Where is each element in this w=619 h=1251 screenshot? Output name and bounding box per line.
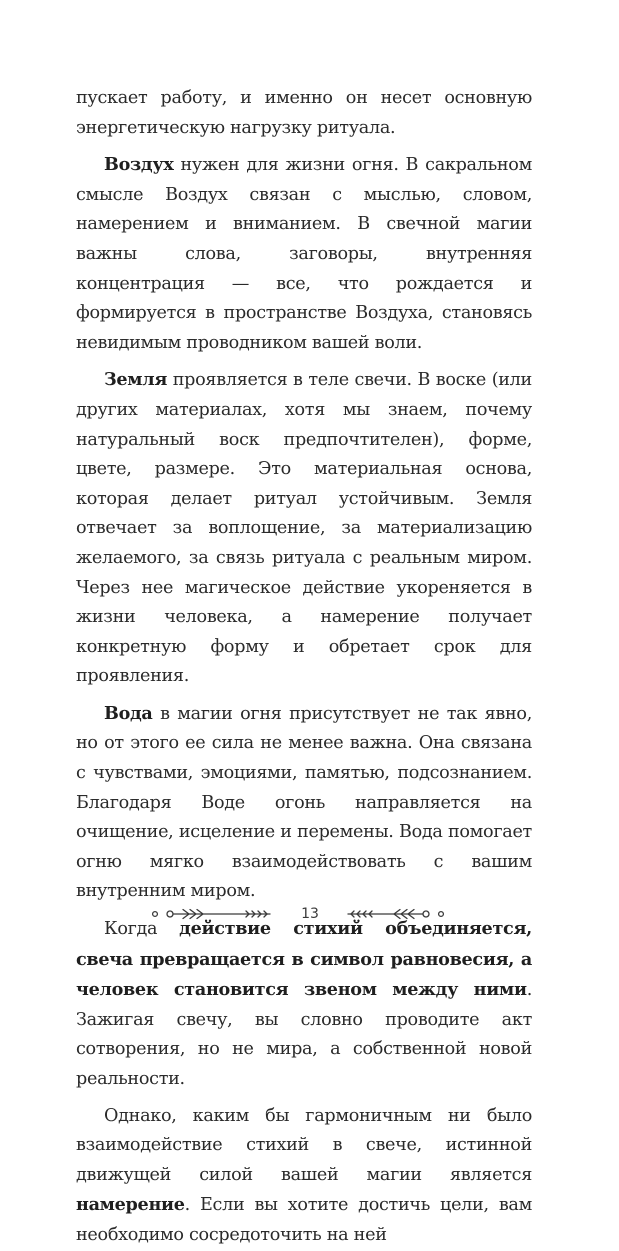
text-run: пускает работу, и именно он несет основную энергетическую нагрузку ритуала. xyxy=(76,88,532,138)
text-run: . Зажигая свечу, вы словно проводите акт сотворения, но не мира, а собственной новой реальности. xyxy=(76,980,532,1089)
ornament-dot-left-outer xyxy=(153,912,158,917)
bold-text: намерение xyxy=(76,1194,185,1216)
text-run: Когда xyxy=(104,919,180,940)
text-run: Однако, каким бы гармоничным ни было взаимодействие стихий в свече, истинной движущей силой вашей магии является xyxy=(76,1105,532,1185)
paragraph-air xyxy=(76,150,532,358)
paragraph-water xyxy=(76,699,532,907)
paragraph-earth xyxy=(76,365,532,692)
ornament-ring-left xyxy=(167,911,173,917)
paragraph-intention xyxy=(76,1102,532,1251)
bold-text: Воздух xyxy=(104,154,174,176)
text-run: . Если вы хотите достичь цели, вам необходимо сосредоточить на ней xyxy=(76,1195,532,1245)
bold-text: Вода xyxy=(104,702,153,724)
ornament-dot-right-outer xyxy=(439,912,444,917)
body-text xyxy=(76,84,532,1251)
text-run: в магии огня присутствует не так явно, но от этого ее сила не менее важна. Она связана с чувствами, эмоциями, памятью, подсознанием. Благодаря Воде огонь направляется на очищение, исцеление и перемены. Вода помогает огню мягко взаимодействовать с вашим внутренним миром. xyxy=(76,703,532,902)
bold-text: Земля xyxy=(104,369,168,391)
text-run: нужен для жизни огня. В сакральном смысле Воздух связан с мыслью, словом, намерением и вниманием. В свечной магии важны слова, заговоры, внутренняя концентрация — все, что рождается и формируется в пространстве Воздуха, становясь невидимым проводником вашей воли. xyxy=(76,155,532,353)
text-run: проявляется в теле свечи. В воске (или других материалах, хотя мы знаем, почему натуральный воск предпочтителен), форме, цвете, размере. Это материальная основа, которая делает ритуал устойчивым. Земля отвечает за воплощение, за материализацию желаемого, за связь ритуала с реальным миром. Через нее магическое действие укореняется в жизни человека, а намерение получает конкретную форму и обретает срок для проявления. xyxy=(76,370,532,687)
paragraph-continuation xyxy=(76,84,532,143)
ornament-ring-right xyxy=(423,911,429,917)
page-footer xyxy=(0,900,619,930)
bold-text: действие стихий объединяется, свеча превращается в символ равновесия, а человек становится звеном между ними xyxy=(76,918,532,1001)
page-number: 13 xyxy=(301,906,319,922)
paragraph-elements-union xyxy=(76,914,532,1095)
